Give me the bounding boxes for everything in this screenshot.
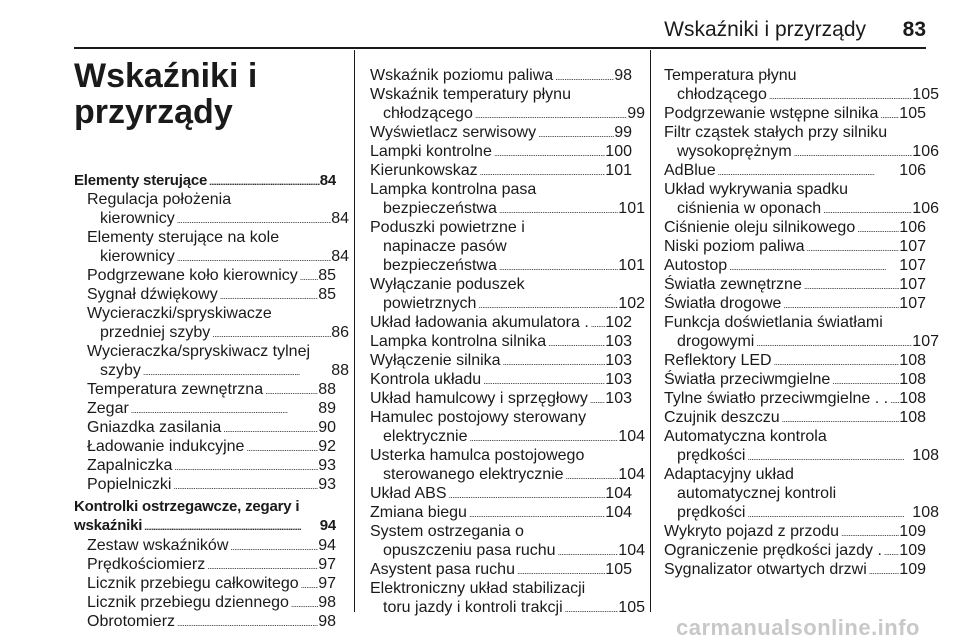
toc-entry-text: wysokoprężnym (677, 143, 792, 160)
toc-entry-page: 94 (319, 517, 336, 534)
toc-entry-text: Podgrzewanie wstępne silnika (664, 105, 879, 122)
toc-entry-page: 108 (899, 409, 926, 426)
toc-entry (370, 66, 632, 87)
toc-entry-text: szyby (100, 362, 141, 379)
toc-entry-text: Układ wykrywania spadku (664, 181, 849, 198)
dot-leader (501, 351, 606, 372)
toc-entry-page: 88 (318, 381, 336, 398)
toc-entry (664, 85, 939, 106)
toc-entry (664, 218, 926, 239)
toc-entry (664, 294, 926, 315)
toc-entry (370, 85, 632, 104)
toc-entry-page: 108 (899, 390, 926, 407)
toc-entry (87, 190, 336, 209)
dot-leader (497, 199, 618, 220)
toc-entry (664, 446, 939, 467)
toc-entry-text: Zapalniczka (87, 457, 173, 474)
dot-leader (546, 332, 605, 353)
toc-entry (664, 199, 939, 220)
toc-entry (87, 475, 336, 496)
toc-entry-text: Obrotomierz (87, 613, 176, 630)
toc-entry (664, 66, 926, 85)
dot-leader (298, 266, 318, 287)
dot-leader (882, 541, 899, 562)
toc-entry (370, 161, 632, 182)
toc-entry (87, 399, 336, 420)
dot-leader (210, 323, 331, 344)
toc-entry-page: 85 (318, 267, 336, 284)
toc-entry-text: Usterka hamulca postojowego (370, 447, 585, 464)
toc-entry-page: 109 (899, 523, 926, 540)
dot-leader (830, 370, 899, 391)
toc-entry-page: 100 (605, 143, 632, 160)
dot-leader (467, 503, 605, 524)
dot-leader (171, 475, 318, 496)
toc-entry-text: Licznik przebiegu dziennego (87, 594, 289, 611)
toc-entry-page: 101 (605, 162, 632, 179)
toc-entry-text: wskaźniki (74, 517, 143, 534)
toc-entry-page: 104 (618, 466, 645, 483)
toc-entry-text: przedniej szyby (100, 324, 211, 341)
dot-leader (207, 171, 320, 192)
toc-entry-page: 98 (318, 594, 336, 611)
toc-entry (74, 171, 336, 192)
toc-entry (370, 579, 632, 598)
toc-entry-text: Wycieraczki/spryskiwacze (87, 305, 272, 322)
toc-entry (664, 465, 926, 484)
toc-entry-page: 99 (614, 124, 632, 141)
dot-leader (175, 209, 332, 230)
toc-entry (664, 142, 939, 163)
toc-entry-text: toru jazdy i kontroli trakcji (383, 599, 563, 616)
toc-entry-page: 92 (318, 438, 336, 455)
toc-entry-page: 107 (899, 276, 926, 293)
toc-entry-text: Hamulec postojowy sterowany (370, 409, 587, 426)
toc-entry-page: 103 (605, 390, 632, 407)
toc-entry (370, 332, 632, 353)
toc-entry (74, 497, 336, 516)
dot-leader (727, 256, 899, 277)
toc-entry (370, 541, 645, 562)
toc-entry-text: chłodzącego (677, 86, 767, 103)
toc-entry (87, 437, 336, 458)
toc-entry-text: Podgrzewane koło kierownicy (87, 267, 298, 284)
toc-entry-page: 94 (318, 537, 336, 554)
toc-entry (87, 228, 336, 247)
toc-entry-text: Automatyczna kontrola (664, 428, 827, 445)
toc-entry-text: Lampki kontrolne (370, 143, 492, 160)
toc-entry-text: Lampka kontrolna pasa (370, 181, 537, 198)
chapter-title-line2: przyrządy (74, 93, 233, 131)
toc-entry-text: Kontrolki ostrzegawcze, zegary i (74, 498, 300, 515)
dot-leader (473, 104, 627, 125)
toc-entry-text: Kontrola układu (370, 371, 482, 388)
dot-leader (564, 465, 619, 486)
watermark: carmanualsonline.info (676, 615, 920, 640)
toc-entry-page: 103 (605, 352, 632, 369)
toc-entry (664, 161, 926, 182)
toc-entry-text: Wyłączanie poduszek (370, 276, 525, 293)
toc-entry-text: Światła przeciwmgielne (664, 371, 831, 388)
toc-entry-page: 105 (605, 561, 632, 578)
toc-entry-text: opuszczeniu pasa ruchu (383, 542, 556, 559)
dot-leader (175, 612, 318, 633)
toc-entry (664, 275, 926, 296)
toc-entry-text: Ładowanie indukcyjne (87, 438, 245, 455)
toc-entry-text: prędkości (677, 447, 746, 464)
toc-entry (87, 285, 336, 306)
toc-entry-text: Czujnik deszczu (664, 409, 780, 426)
dot-leader (218, 285, 318, 306)
toc-entry-text: Lampka kontrolna silnika (370, 333, 547, 350)
dot-leader (515, 560, 605, 581)
toc-entry-text: System ostrzegania o (370, 523, 524, 540)
dot-leader (556, 541, 619, 562)
toc-entry (370, 104, 645, 125)
column-divider (354, 50, 355, 612)
toc-entry (664, 351, 926, 372)
toc-entry (664, 503, 939, 524)
toc-entry-page: 106 (899, 162, 926, 179)
dot-leader (141, 361, 331, 382)
dot-leader (205, 555, 318, 576)
toc-entry-page: 107 (899, 295, 926, 312)
dot-leader (481, 370, 605, 391)
toc-entry-page: 107 (899, 257, 926, 274)
toc-entry (664, 522, 926, 543)
toc-entry-text: Wskaźnik temperatury płynu (370, 86, 571, 103)
dot-leader (767, 85, 912, 106)
toc-entry-text: Wykryto pojazd z przodu (664, 523, 840, 540)
toc-entry-text: Zestaw wskaźników (87, 537, 229, 554)
toc-entry (664, 408, 926, 429)
dot-leader (476, 294, 618, 315)
toc-entry-page: 107 (899, 238, 926, 255)
dot-leader (855, 218, 899, 239)
toc-entry (370, 256, 645, 277)
toc-entry (87, 323, 349, 344)
toc-entry (370, 560, 632, 581)
toc-entry-text: Asystent pasa ruchu (370, 561, 515, 578)
page-header (74, 0, 926, 49)
toc-entry (87, 266, 336, 287)
dot-leader (299, 574, 319, 595)
toc-entry-text: drogowymi (677, 333, 755, 350)
toc-entry-text: Gniazdka zasilania (87, 419, 222, 436)
toc-entry-text: prędkości (677, 504, 746, 521)
toc-entry-page: 93 (318, 476, 336, 493)
toc-entry (87, 247, 349, 268)
toc-entry (370, 446, 632, 465)
dot-leader (175, 247, 332, 268)
toc-entry-text: powietrznych (383, 295, 477, 312)
toc-entry-page: 104 (605, 485, 632, 502)
toc-entry (87, 593, 336, 614)
toc-entry-page: 105 (912, 86, 939, 103)
toc-entry-text: Temperatura zewnętrzna (87, 381, 264, 398)
toc-entry-page: 104 (618, 542, 645, 559)
toc-entry (370, 313, 632, 334)
toc-entry-page: 109 (899, 561, 926, 578)
running-title: Wskaźniki i przyrządy (664, 18, 866, 41)
dot-leader (536, 123, 614, 144)
toc-entry-page: 101 (618, 257, 645, 274)
toc-entry-page: 106 (912, 143, 939, 160)
toc-entry-page: 108 (899, 371, 926, 388)
toc-entry-text: Zegar (87, 400, 129, 417)
toc-entry-text: Ciśnienie oleju silnikowego (664, 219, 856, 236)
toc-entry-text: bezpieczeństwa (383, 200, 497, 217)
toc-entry-page: 98 (318, 613, 336, 630)
toc-entry-text: chłodzącego (383, 105, 473, 122)
toc-entry-page: 101 (618, 200, 645, 217)
toc-entry-text: Układ ładowania akumulatora . (370, 314, 589, 331)
toc-entry-page: 84 (331, 210, 349, 227)
toc-entry-page: 90 (318, 419, 336, 436)
toc-entry (664, 560, 926, 581)
toc-entry (370, 294, 645, 315)
toc-entry-page: 108 (912, 504, 939, 521)
toc-entry-text: Kierunkowskaz (370, 162, 478, 179)
toc-entry (370, 180, 632, 199)
toc-entry (664, 123, 926, 142)
dot-leader (802, 275, 899, 296)
toc-entry-page: 85 (318, 286, 336, 303)
toc-entry-text: Prędkościomierz (87, 556, 206, 573)
toc-entry-page: 102 (605, 314, 632, 331)
dot-leader (221, 418, 318, 439)
toc-entry-page: 109 (899, 542, 926, 559)
toc-entry-text: Poduszki powietrzne i (370, 219, 525, 236)
dot-leader (821, 199, 912, 220)
toc-entry-text: Wycieraczka/spryskiwacz tylnej (87, 343, 311, 360)
dot-leader (716, 161, 900, 182)
toc-entry (370, 465, 645, 486)
toc-entry-page: 93 (318, 457, 336, 474)
toc-entry-text: Wskaźnik poziomu paliwa (370, 67, 554, 84)
toc-entry (664, 389, 926, 410)
dot-leader (867, 560, 900, 581)
toc-entry-text: Sygnał dźwiękowy (87, 286, 218, 303)
toc-entry-text: Filtr cząstek stałych przy silniku (664, 124, 888, 141)
toc-entry (664, 313, 926, 332)
toc-entry (664, 104, 926, 125)
toc-entry-page: 105 (618, 599, 645, 616)
toc-entry (87, 209, 349, 230)
toc-entry-text: Licznik przebiegu całkowitego (87, 575, 299, 592)
toc-entry-text: kierownicy (100, 248, 175, 265)
dot-leader (263, 380, 318, 401)
toc-entry-text: Funkcja doświetlania światłami (664, 314, 883, 331)
dot-leader (172, 456, 318, 477)
toc-entry-text: Regulacja położenia (87, 191, 232, 208)
toc-entry-text: Układ hamulcowy i sprzęgłowy (370, 390, 588, 407)
toc-entry (664, 541, 926, 562)
toc-entry-page: 99 (627, 105, 645, 122)
toc-entry-page: 103 (605, 371, 632, 388)
toc-entry (370, 142, 632, 163)
toc-entry (87, 361, 349, 382)
dot-leader (888, 389, 899, 410)
toc-entry (370, 484, 632, 505)
toc-entry-page: 86 (331, 324, 349, 341)
toc-entry-text: Światła zewnętrzne (664, 276, 802, 293)
toc-entry-page: 105 (899, 105, 926, 122)
toc-entry-text: Adaptacyjny układ (664, 466, 794, 483)
toc-entry-text: AdBlue (664, 162, 716, 179)
toc-entry-text: sterowanego elektrycznie (383, 466, 564, 483)
toc-entry (370, 123, 632, 144)
toc-entry-page: 104 (618, 428, 645, 445)
toc-entry (87, 456, 336, 477)
toc-entry (370, 408, 632, 427)
dot-leader (745, 446, 912, 467)
toc-entry (370, 218, 632, 237)
toc-entry-page: 88 (331, 362, 349, 379)
toc-entry-page: 84 (331, 248, 349, 265)
dot-leader (772, 351, 900, 372)
toc-entry (370, 199, 645, 220)
toc-entry-text: Wyświetlacz serwisowy (370, 124, 537, 141)
toc-entry-page: 97 (318, 575, 336, 592)
toc-entry-text: Tylne światło przeciwmgielne . . (664, 390, 889, 407)
dot-leader (497, 256, 618, 277)
page-number: 83 (902, 18, 926, 41)
dot-leader (563, 598, 619, 619)
toc-entry-page: 102 (618, 295, 645, 312)
toc-entry (87, 612, 336, 633)
toc-entry-page: 106 (912, 200, 939, 217)
dot-leader (589, 313, 606, 334)
chapter-title-line1: Wskaźniki i (74, 57, 258, 95)
toc-entry-text: napinacze pasów (383, 238, 507, 255)
toc-entry (370, 389, 632, 410)
dot-leader (878, 104, 899, 125)
toc-entry (370, 522, 632, 541)
toc-entry (87, 418, 336, 439)
dot-leader (129, 399, 318, 420)
toc-entry-text: Zmiana biegu (370, 504, 467, 521)
toc-entry-text: Niski poziom paliwa (664, 238, 805, 255)
toc-entry-text: Autostop (664, 257, 728, 274)
toc-entry-text: Popielniczki (87, 476, 172, 493)
toc-entry-text: kierownicy (100, 210, 175, 227)
toc-entry-page: 84 (319, 172, 336, 189)
toc-entry (87, 342, 336, 361)
toc-entry-text: Elementy sterujące (74, 172, 208, 189)
toc-entry-page: 104 (605, 504, 632, 521)
toc-entry (370, 275, 632, 294)
toc-entry-text: Światła drogowe (664, 295, 782, 312)
dot-leader (745, 503, 912, 524)
dot-leader (588, 389, 605, 410)
toc-entry-page: 103 (605, 333, 632, 350)
toc-entry (370, 598, 645, 619)
dot-leader (805, 237, 900, 258)
toc-entry (664, 427, 926, 446)
toc-entry (664, 180, 926, 199)
toc-entry-text: Ograniczenie prędkości jazdy . (664, 542, 882, 559)
toc-entry-text: Układ ABS (370, 485, 447, 502)
column-divider (650, 50, 651, 612)
toc-entry (87, 536, 336, 557)
dot-leader (492, 142, 605, 163)
toc-entry-text: Reflektory LED (664, 352, 772, 369)
dot-leader (553, 66, 614, 87)
toc-entry (87, 380, 336, 401)
toc-entry-page: 98 (614, 67, 632, 84)
toc-entry-text: Sygnalizator otwartych drzwi (664, 561, 867, 578)
dot-leader (780, 408, 900, 429)
toc-entry (664, 370, 926, 391)
toc-entry (664, 256, 926, 277)
toc-entry (664, 237, 926, 258)
dot-leader (228, 536, 318, 557)
toc-entry-page: 108 (912, 447, 939, 464)
dot-leader (142, 516, 319, 537)
dot-leader (839, 522, 899, 543)
toc-entry (370, 351, 632, 372)
toc-entry-page: 108 (899, 352, 926, 369)
dot-leader (792, 142, 913, 163)
toc-entry (664, 484, 939, 503)
dot-leader (781, 294, 899, 315)
toc-entry (87, 304, 336, 323)
chapter-title (74, 58, 334, 130)
toc-entry (664, 332, 939, 353)
toc-entry-text: Elektroniczny układ stabilizacji (370, 580, 586, 597)
dot-leader (478, 161, 606, 182)
toc-entry (370, 370, 632, 391)
toc-entry-page: 97 (318, 556, 336, 573)
toc-entry (370, 503, 632, 524)
dot-leader (446, 484, 605, 505)
toc-entry (370, 237, 645, 256)
toc-entry-text: Temperatura płynu (664, 67, 797, 84)
toc-entry-text: bezpieczeństwa (383, 257, 497, 274)
toc-entry (87, 574, 336, 595)
dot-leader (467, 427, 618, 448)
dot-leader (754, 332, 912, 353)
toc-entry-text: ciśnienia w oponach (677, 200, 822, 217)
toc-entry-page: 89 (318, 400, 336, 417)
toc-entry-page: 107 (912, 333, 939, 350)
toc-entry-text: elektrycznie (383, 428, 468, 445)
dot-leader (244, 437, 318, 458)
toc-entry-text: Wyłączenie silnika (370, 352, 501, 369)
toc-entry (87, 555, 336, 576)
dot-leader (289, 593, 318, 614)
toc-entry (370, 427, 645, 448)
toc-entry-text: Elementy sterujące na kole (87, 229, 280, 246)
toc-entry-page: 106 (899, 219, 926, 236)
toc-entry (74, 516, 336, 537)
toc-entry-text: automatycznej kontroli (677, 485, 837, 502)
